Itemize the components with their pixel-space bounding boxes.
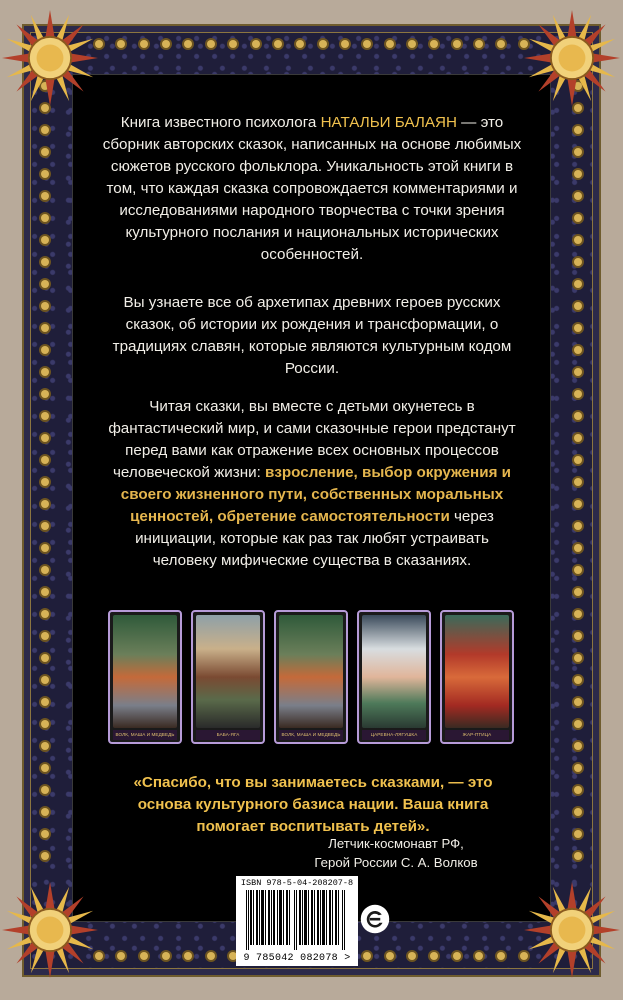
paragraph-1-rest: — это сборник авторских сказок, написанных на основе любимых сюжетов русского фольклора. Уникальность этой книги в том, что каждая сказка сопровождается комментариями и исследованиями народного творчества с точки зрения культурного послания и национальных исторических особенностей. <box>102 114 522 263</box>
right-bead-column <box>573 60 583 940</box>
card-caption: ВОЛК, МАША И МЕДВЕДЬ <box>113 730 177 740</box>
testimonial-quote: «Спасибо, что вы занимаетесь сказками, — это основа культурного базиса нации. Ваша книга помогает воспитывать детей». <box>133 774 493 835</box>
card-illustration <box>362 615 426 728</box>
sun-ornament-icon <box>524 10 620 106</box>
card-caption: ЦАРЕВНА-ЛЯГУШКА <box>362 730 426 740</box>
card-illustration <box>113 615 177 728</box>
signature-line-1: Летчик-космонавт РФ, <box>328 836 464 851</box>
description-paragraph-3 <box>102 396 522 572</box>
illustration-card <box>440 610 514 744</box>
barcode-digits: 9 785042 082078 > <box>243 953 351 964</box>
card-illustration <box>196 615 260 728</box>
paragraph-3-highlight: взросление, выбор окружения и своего жизненного пути, собственных моральных ценностей, обретение самостоятельности <box>120 464 511 525</box>
sun-ornament-icon <box>524 882 620 978</box>
left-bead-column <box>40 60 50 940</box>
author-name: НАТАЛЬИ БАЛАЯН <box>320 114 457 131</box>
signature-line-2: Герой России С. А. Волков <box>314 855 478 870</box>
description-paragraph-1 <box>102 112 522 266</box>
description-paragraph-2: Вы узнаете все об архетипах древних героев русских сказок, об истории их рождения и трансформации, о традициях славян, которые являются культурным кодом России. <box>112 294 512 377</box>
card-caption: БАБА-ЯГА <box>196 730 260 740</box>
testimonial-signature <box>290 834 502 872</box>
illustration-card <box>357 610 431 744</box>
barcode-bars <box>246 890 346 950</box>
illustration-card <box>191 610 265 744</box>
barcode <box>236 876 358 966</box>
card-illustration <box>279 615 343 728</box>
card-caption: ЖАР-ПТИЦА <box>445 730 509 740</box>
publisher-logo-icon <box>360 904 390 934</box>
sun-ornament-icon <box>2 10 98 106</box>
sun-ornament-icon <box>2 882 98 978</box>
paragraph-3-rest: через инициации, которые как раз так любят устраивать человеку мифические существа в сказаниях. <box>135 508 494 569</box>
illustration-cards-row <box>108 610 516 750</box>
isbn-label: ISBN 978-5-04-208207-8 <box>240 878 354 888</box>
card-illustration <box>445 615 509 728</box>
top-bead-row <box>95 40 528 50</box>
illustration-card <box>274 610 348 744</box>
card-caption: ВОЛК, МАША И МЕДВЕДЬ <box>279 730 343 740</box>
paragraph-3-intro: Читая сказки, вы вместе с детьми окунетесь в фантастический мир, и сами сказочные герои предстанут перед вами как отражение всех основных процессов человеческой жизни: <box>108 398 516 481</box>
illustration-card <box>108 610 182 744</box>
paragraph-1-intro: Книга известного психолога <box>120 114 321 131</box>
